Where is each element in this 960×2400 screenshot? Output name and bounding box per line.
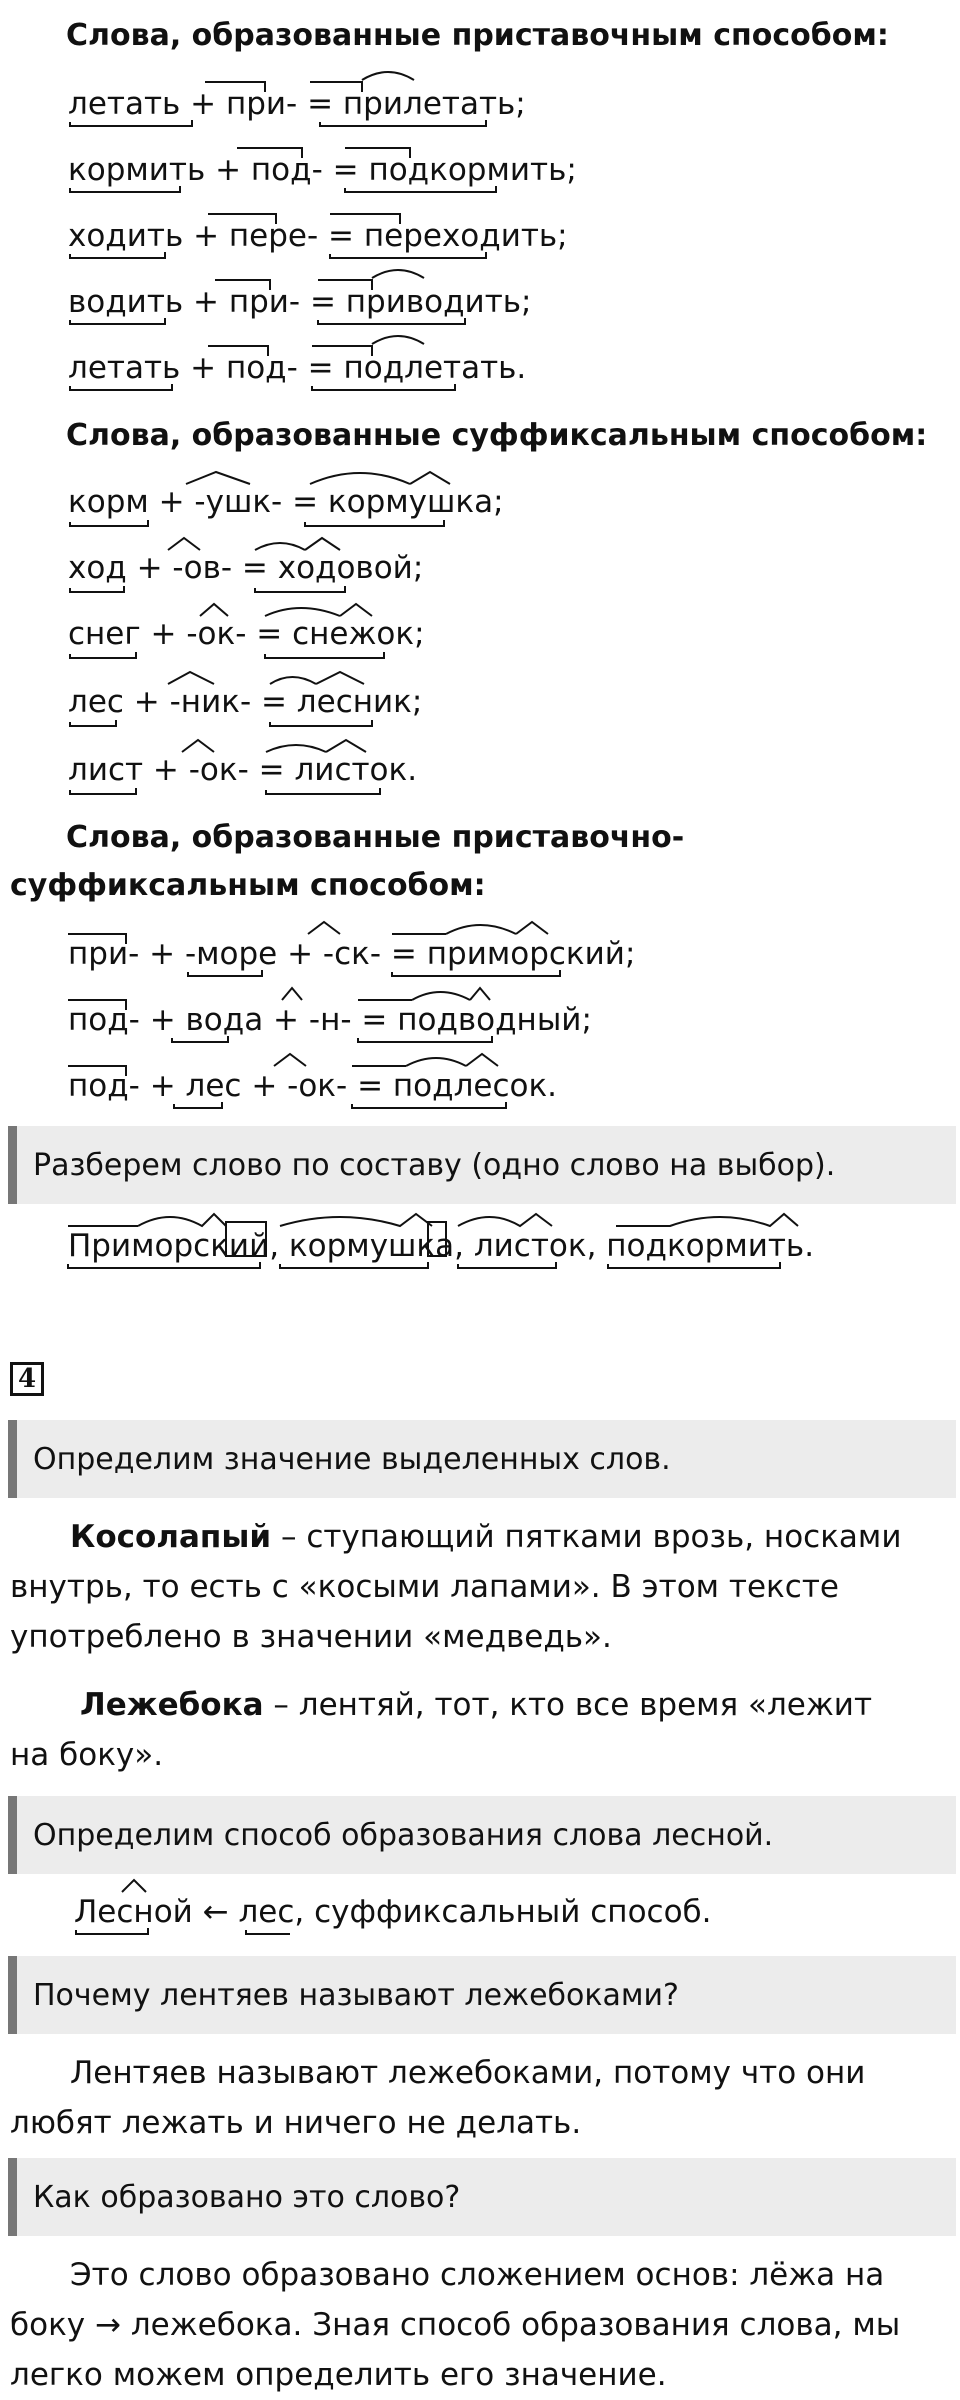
definition-lezheboka	[10, 1680, 910, 1780]
prefix-root-mark	[616, 1214, 798, 1226]
root-mark	[362, 72, 414, 80]
example-line: лес + -ник- = лесник;	[68, 684, 423, 720]
lesnoy-line: Лесной ← лес, суффиксальный способ.	[74, 1894, 712, 1930]
instruction-banner	[8, 1420, 956, 1498]
stem-mark	[70, 652, 136, 658]
example-line: под- + вода + -н- = подводный;	[68, 1002, 592, 1038]
root-suffix-mark	[458, 1214, 552, 1226]
suffix-mark	[516, 922, 548, 934]
root-mark	[372, 270, 424, 278]
suffix-mark	[168, 672, 214, 684]
root-mark	[310, 473, 410, 484]
root-mark	[406, 1058, 466, 1066]
suffix-mark	[305, 538, 340, 550]
heading-prefix-suffix: Слова, образованные приставочно-суффиксальным способом:	[10, 820, 685, 903]
example-line: летать + под- = подлетать.	[68, 350, 527, 386]
stem-mark	[270, 720, 372, 726]
stem-mark	[246, 1930, 290, 1934]
suffix-mark	[410, 472, 450, 484]
suffix-mark	[282, 988, 302, 1000]
instruction-banner	[8, 1126, 956, 1204]
answer-paragraph: Лентяев называют лежебоками, потому что они любят лежать и ничего не делать.	[10, 2055, 866, 2141]
example-line: снег + -ок- = снежок;	[68, 616, 425, 652]
suffix-mark	[470, 988, 490, 1000]
suffix-mark	[466, 1054, 498, 1066]
suffix-mark	[168, 538, 200, 550]
example-line: ход + -ов- = ходовой;	[68, 550, 424, 586]
example-line: корм + -ушк- = кормушка;	[68, 484, 504, 520]
example-line: лист + -ок- = листок.	[68, 752, 418, 788]
banner-text: Определим способ образования слова лесной.	[33, 1817, 774, 1853]
example-line: водить + при- = приводить;	[68, 284, 532, 320]
banner-text: Как образовано это слово?	[33, 2179, 461, 2215]
suffix-mark	[326, 740, 366, 752]
banner-text: Определим значение выделенных слов.	[33, 1441, 671, 1477]
suffix-mark	[186, 472, 250, 484]
example-line: летать + при- = прилетать;	[68, 86, 526, 122]
stem-mark	[70, 586, 124, 592]
example-line: при- + -море + -ск- = приморский;	[68, 936, 636, 972]
stem-mark	[305, 520, 444, 526]
suffix-mark	[200, 604, 228, 616]
root-mark	[372, 336, 424, 344]
answer-paragraph: Это слово образовано сложением основ: лёжа на боку → лежебока. Зная способ образования слова, мы легко можем определить его значение.	[10, 2257, 901, 2393]
suffix-mark	[340, 604, 372, 616]
root-mark	[255, 543, 305, 550]
instruction-banner	[8, 1796, 956, 1874]
example-line: под- + лес + -ок- = подлесок.	[68, 1068, 558, 1104]
parsed-words-line: Приморский, кормушка, листок, подкормить.	[68, 1228, 815, 1264]
stem-mark	[70, 788, 136, 794]
definition-text: – ступающий пятками врозь, носками внутрь, то есть с «косыми лапами». В этом тексте употреблено в значении «медведь».	[10, 1519, 902, 1655]
root-mark	[266, 745, 326, 752]
root-mark	[270, 677, 316, 684]
example-line: кормить + под- = подкормить;	[68, 152, 577, 188]
stem-mark	[265, 652, 384, 658]
stem-mark	[70, 720, 116, 726]
heading-suffix: Слова, образованные суффиксальным способом:	[66, 418, 928, 453]
stem-mark	[70, 520, 148, 526]
definition-kosolapy	[10, 1512, 910, 1662]
example-line: ходить + пере- = переходить;	[68, 218, 568, 254]
instruction-banner	[8, 2158, 956, 2236]
banner-text: Почему лентяев называют лежебоками?	[33, 1977, 679, 2013]
suffix-mark	[274, 1054, 306, 1066]
term-lezheboka: Лежебока	[80, 1687, 264, 1723]
root-mark	[446, 925, 516, 934]
definition-text: – лентяй, тот, кто все время «лежит на боку».	[10, 1687, 873, 1773]
suffix-mark	[182, 740, 214, 752]
suffix-mark	[308, 922, 340, 934]
root-mark	[265, 608, 340, 616]
stem-mark	[255, 586, 345, 592]
stem-mark	[266, 788, 380, 794]
instruction-banner	[8, 1956, 956, 2034]
term-kosolapy: Косолапый	[70, 1519, 272, 1555]
root-suffix-mark	[280, 1214, 432, 1226]
root-suffix-mark	[138, 1214, 226, 1226]
suffix-mark	[122, 1880, 146, 1892]
heading-prefix: Слова, образованные приставочным способом:	[66, 18, 889, 53]
suffix-mark	[316, 672, 364, 684]
task-number-box: 4	[10, 1362, 44, 1396]
banner-text: Разберем слово по составу (одно слово на выбор).	[33, 1147, 836, 1183]
root-mark	[412, 992, 470, 1000]
